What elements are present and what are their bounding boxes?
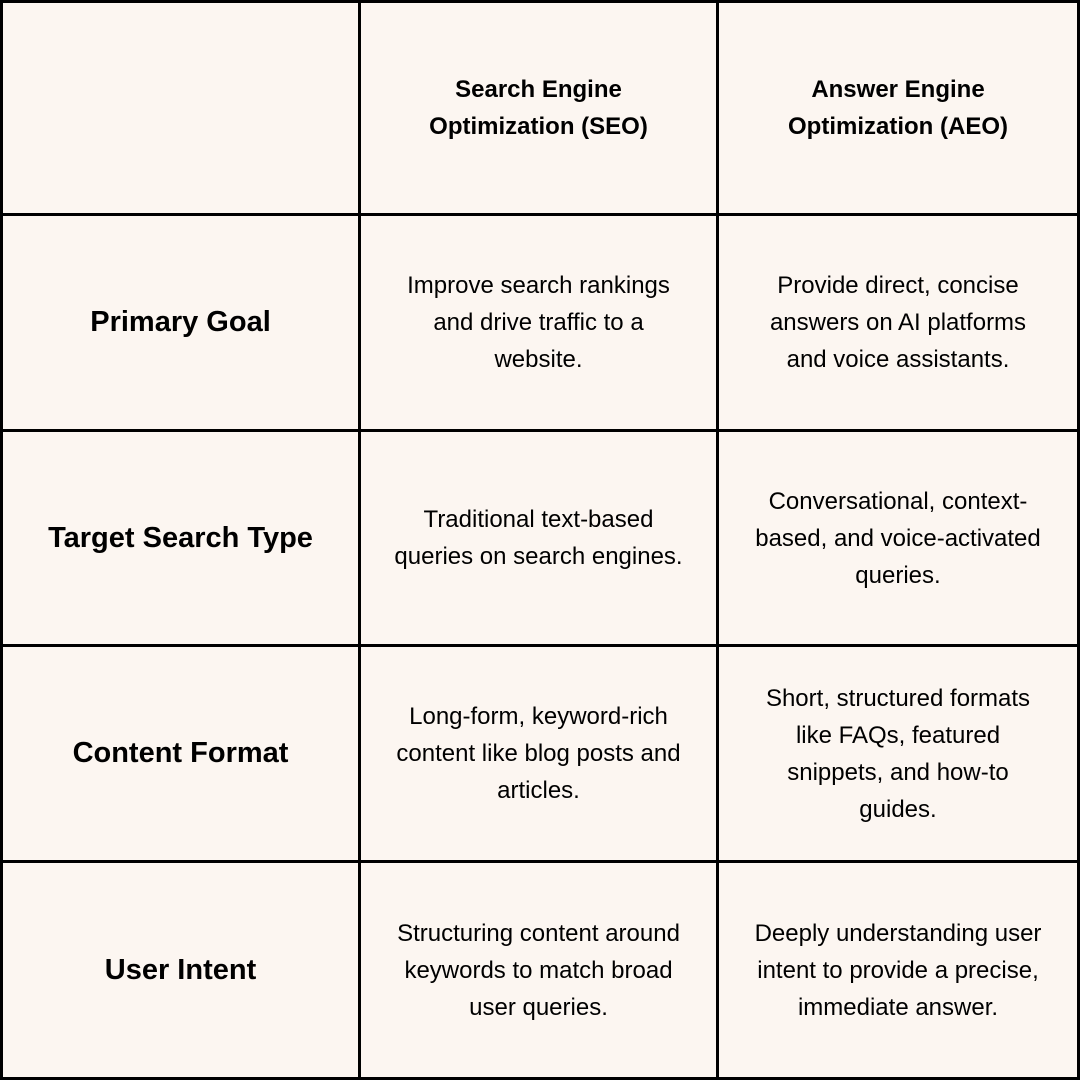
row-label: Content Format <box>72 737 289 769</box>
seo-text: Improve search rankings and drive traffic to a website. <box>407 272 670 373</box>
header-corner-cell <box>0 0 361 216</box>
row-label-cell <box>0 216 361 432</box>
aeo-cell <box>719 432 1080 647</box>
aeo-text: Deeply understanding user intent to provide a precise, immediate answer. <box>754 919 1042 1021</box>
seo-cell <box>361 863 719 1080</box>
seo-cell <box>361 647 719 863</box>
aeo-text: Provide direct, concise answers on AI platforms and voice assistants. <box>769 272 1027 373</box>
header-aeo: Answer Engine Optimization (AEO) <box>788 76 1008 140</box>
seo-text: Traditional text-based queries on search engines. <box>394 506 683 570</box>
aeo-text: Short, structured formats like FAQs, featured snippets, and how-to guides. <box>765 684 1031 823</box>
aeo-text: Conversational, context-based, and voice-activated queries. <box>755 487 1041 589</box>
seo-cell <box>361 432 719 647</box>
row-label-cell <box>0 432 361 647</box>
header-seo: Search Engine Optimization (SEO) <box>429 76 648 140</box>
seo-text: Long-form, keyword-rich content like blog posts and articles. <box>396 703 681 804</box>
aeo-cell <box>719 647 1080 863</box>
row-label: Primary Goal <box>90 306 271 338</box>
row-label: Target Search Type <box>48 521 313 554</box>
header-cell-aeo <box>719 0 1080 216</box>
aeo-cell <box>719 216 1080 432</box>
row-label: User Intent <box>104 953 257 986</box>
seo-text: Structuring content around keywords to match broad user queries. <box>397 919 680 1021</box>
aeo-cell <box>719 863 1080 1080</box>
row-label-cell <box>0 647 361 863</box>
row-label-cell <box>0 863 361 1080</box>
header-cell-seo <box>361 0 719 216</box>
seo-cell <box>361 216 719 432</box>
